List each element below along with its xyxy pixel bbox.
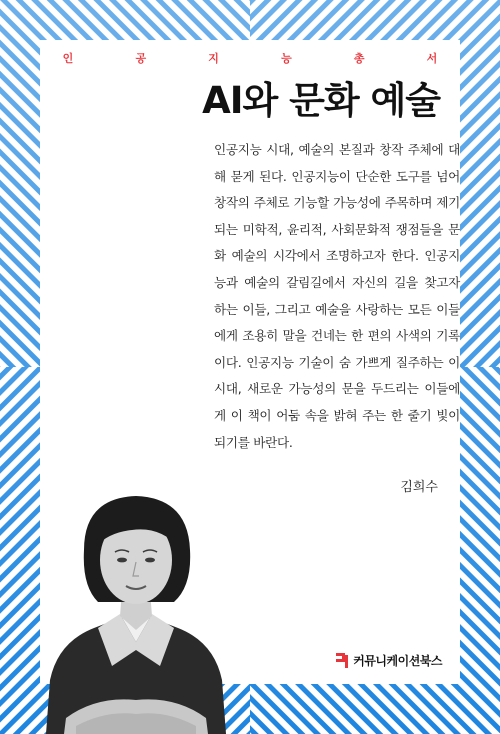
series-char: 총 xyxy=(353,52,365,65)
author-photo xyxy=(36,490,236,734)
book-title: AI와 문화 예술 xyxy=(202,79,440,122)
publisher-name: 커뮤니케이션북스 xyxy=(353,654,442,668)
series-char: 서 xyxy=(426,52,438,65)
series-label xyxy=(60,50,440,66)
series-char: 지 xyxy=(208,52,219,65)
author-name: 김희수 xyxy=(400,480,438,495)
series-char: 능 xyxy=(281,52,292,65)
series-char: 인 xyxy=(62,52,74,65)
communication-books-logo-icon xyxy=(335,652,349,669)
series-char: 공 xyxy=(135,52,147,65)
publisher-logo xyxy=(335,652,442,669)
book-description: 인공지능 시대, 예술의 본질과 창작 주체에 대해 묻게 된다. 인공지능이 단순한 도구를 넘어 창작의 주체로 기능할 가능성에 주목하며 제기되는 미학적, 윤리적, 사회문화적 쟁점들을 문화 예술의 시각에서 조명하고자 한다. 인공지능과 예술의 갈림길에서 자신의 길을 찾고자 하는 이들, 그리고 예술을 사랑하는 모든 이들에게 조용히 말을 건네는 한 편의 사색의 기록이다. 인공지능 기술이 숨 가쁘게 질주하는 이 시대, 새로운 가능성의 문을 두드리는 이들에게 이 책이 어둠 속을 밝혀 주는 한 줄기 빛이 되기를 바란다. xyxy=(214,142,460,450)
